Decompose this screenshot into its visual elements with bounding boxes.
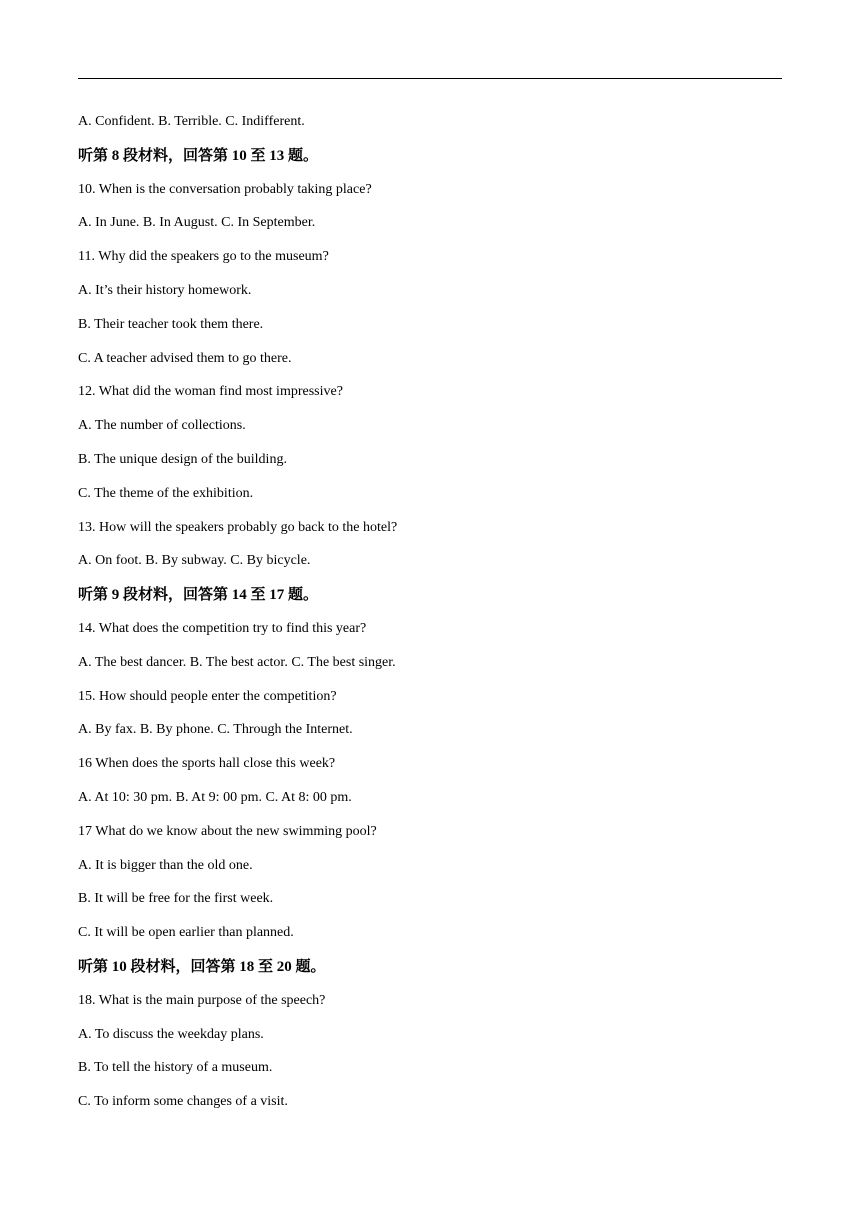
header-rule: [78, 78, 782, 79]
question-text: 11. Why did the speakers go to the museum?: [78, 249, 329, 265]
answer-option: A. To discuss the weekday plans.: [78, 1026, 264, 1042]
section-heading: 听第 9 段材料，回答第 14 至 17 题。: [78, 587, 319, 604]
answer-option: A. At 10: 30 pm. B. At 9: 00 pm. C. At 8: 00 pm.: [78, 789, 352, 805]
answer-option: A. By fax. B. By phone. C. Through the Internet.: [78, 722, 353, 738]
section-heading: 听第 8 段材料，回答第 10 至 13 题。: [78, 147, 319, 164]
question-text: 17 What do we know about the new swimming pool?: [78, 823, 377, 839]
question-text: 16 When does the sports hall close this week?: [78, 756, 336, 772]
answer-option: A. The number of collections.: [78, 418, 246, 434]
answer-option: B. The unique design of the building.: [78, 451, 287, 467]
answer-option: A. On foot. B. By subway. C. By bicycle.: [78, 553, 311, 569]
question-text: 10. When is the conversation probably taking place?: [78, 181, 372, 197]
answer-option: C. It will be open earlier than planned.: [78, 925, 294, 941]
answer-option: A. Confident. B. Terrible. C. Indifferent.: [78, 114, 305, 129]
answer-option: B. Their teacher took them there.: [78, 316, 264, 332]
question-text: 12. What did the woman find most impressive?: [78, 384, 343, 400]
question-text: 18. What is the main purpose of the speech?: [78, 992, 326, 1008]
answer-option: C. A teacher advised them to go there.: [78, 350, 292, 366]
question-list: [78, 112, 782, 1126]
answer-option: A. In June. B. In August. C. In September.: [78, 215, 316, 231]
question-text: 15. How should people enter the competition?: [78, 688, 337, 704]
answer-option: B. It will be free for the first week.: [78, 891, 274, 907]
answer-option: A. It’s their history homework.: [78, 282, 252, 298]
answer-option: C. To inform some changes of a visit.: [78, 1094, 288, 1110]
answer-option: B. To tell the history of a museum.: [78, 1060, 273, 1076]
question-text: 13. How will the speakers probably go back to the hotel?: [78, 519, 398, 535]
answer-option: A. It is bigger than the old one.: [78, 857, 253, 873]
answer-option: C. The theme of the exhibition.: [78, 485, 254, 501]
section-heading: 听第 10 段材料，回答第 18 至 20 题。: [78, 958, 326, 975]
answer-option: A. The best dancer. B. The best actor. C. The best singer.: [78, 654, 396, 670]
question-text: 14. What does the competition try to find this year?: [78, 620, 367, 636]
